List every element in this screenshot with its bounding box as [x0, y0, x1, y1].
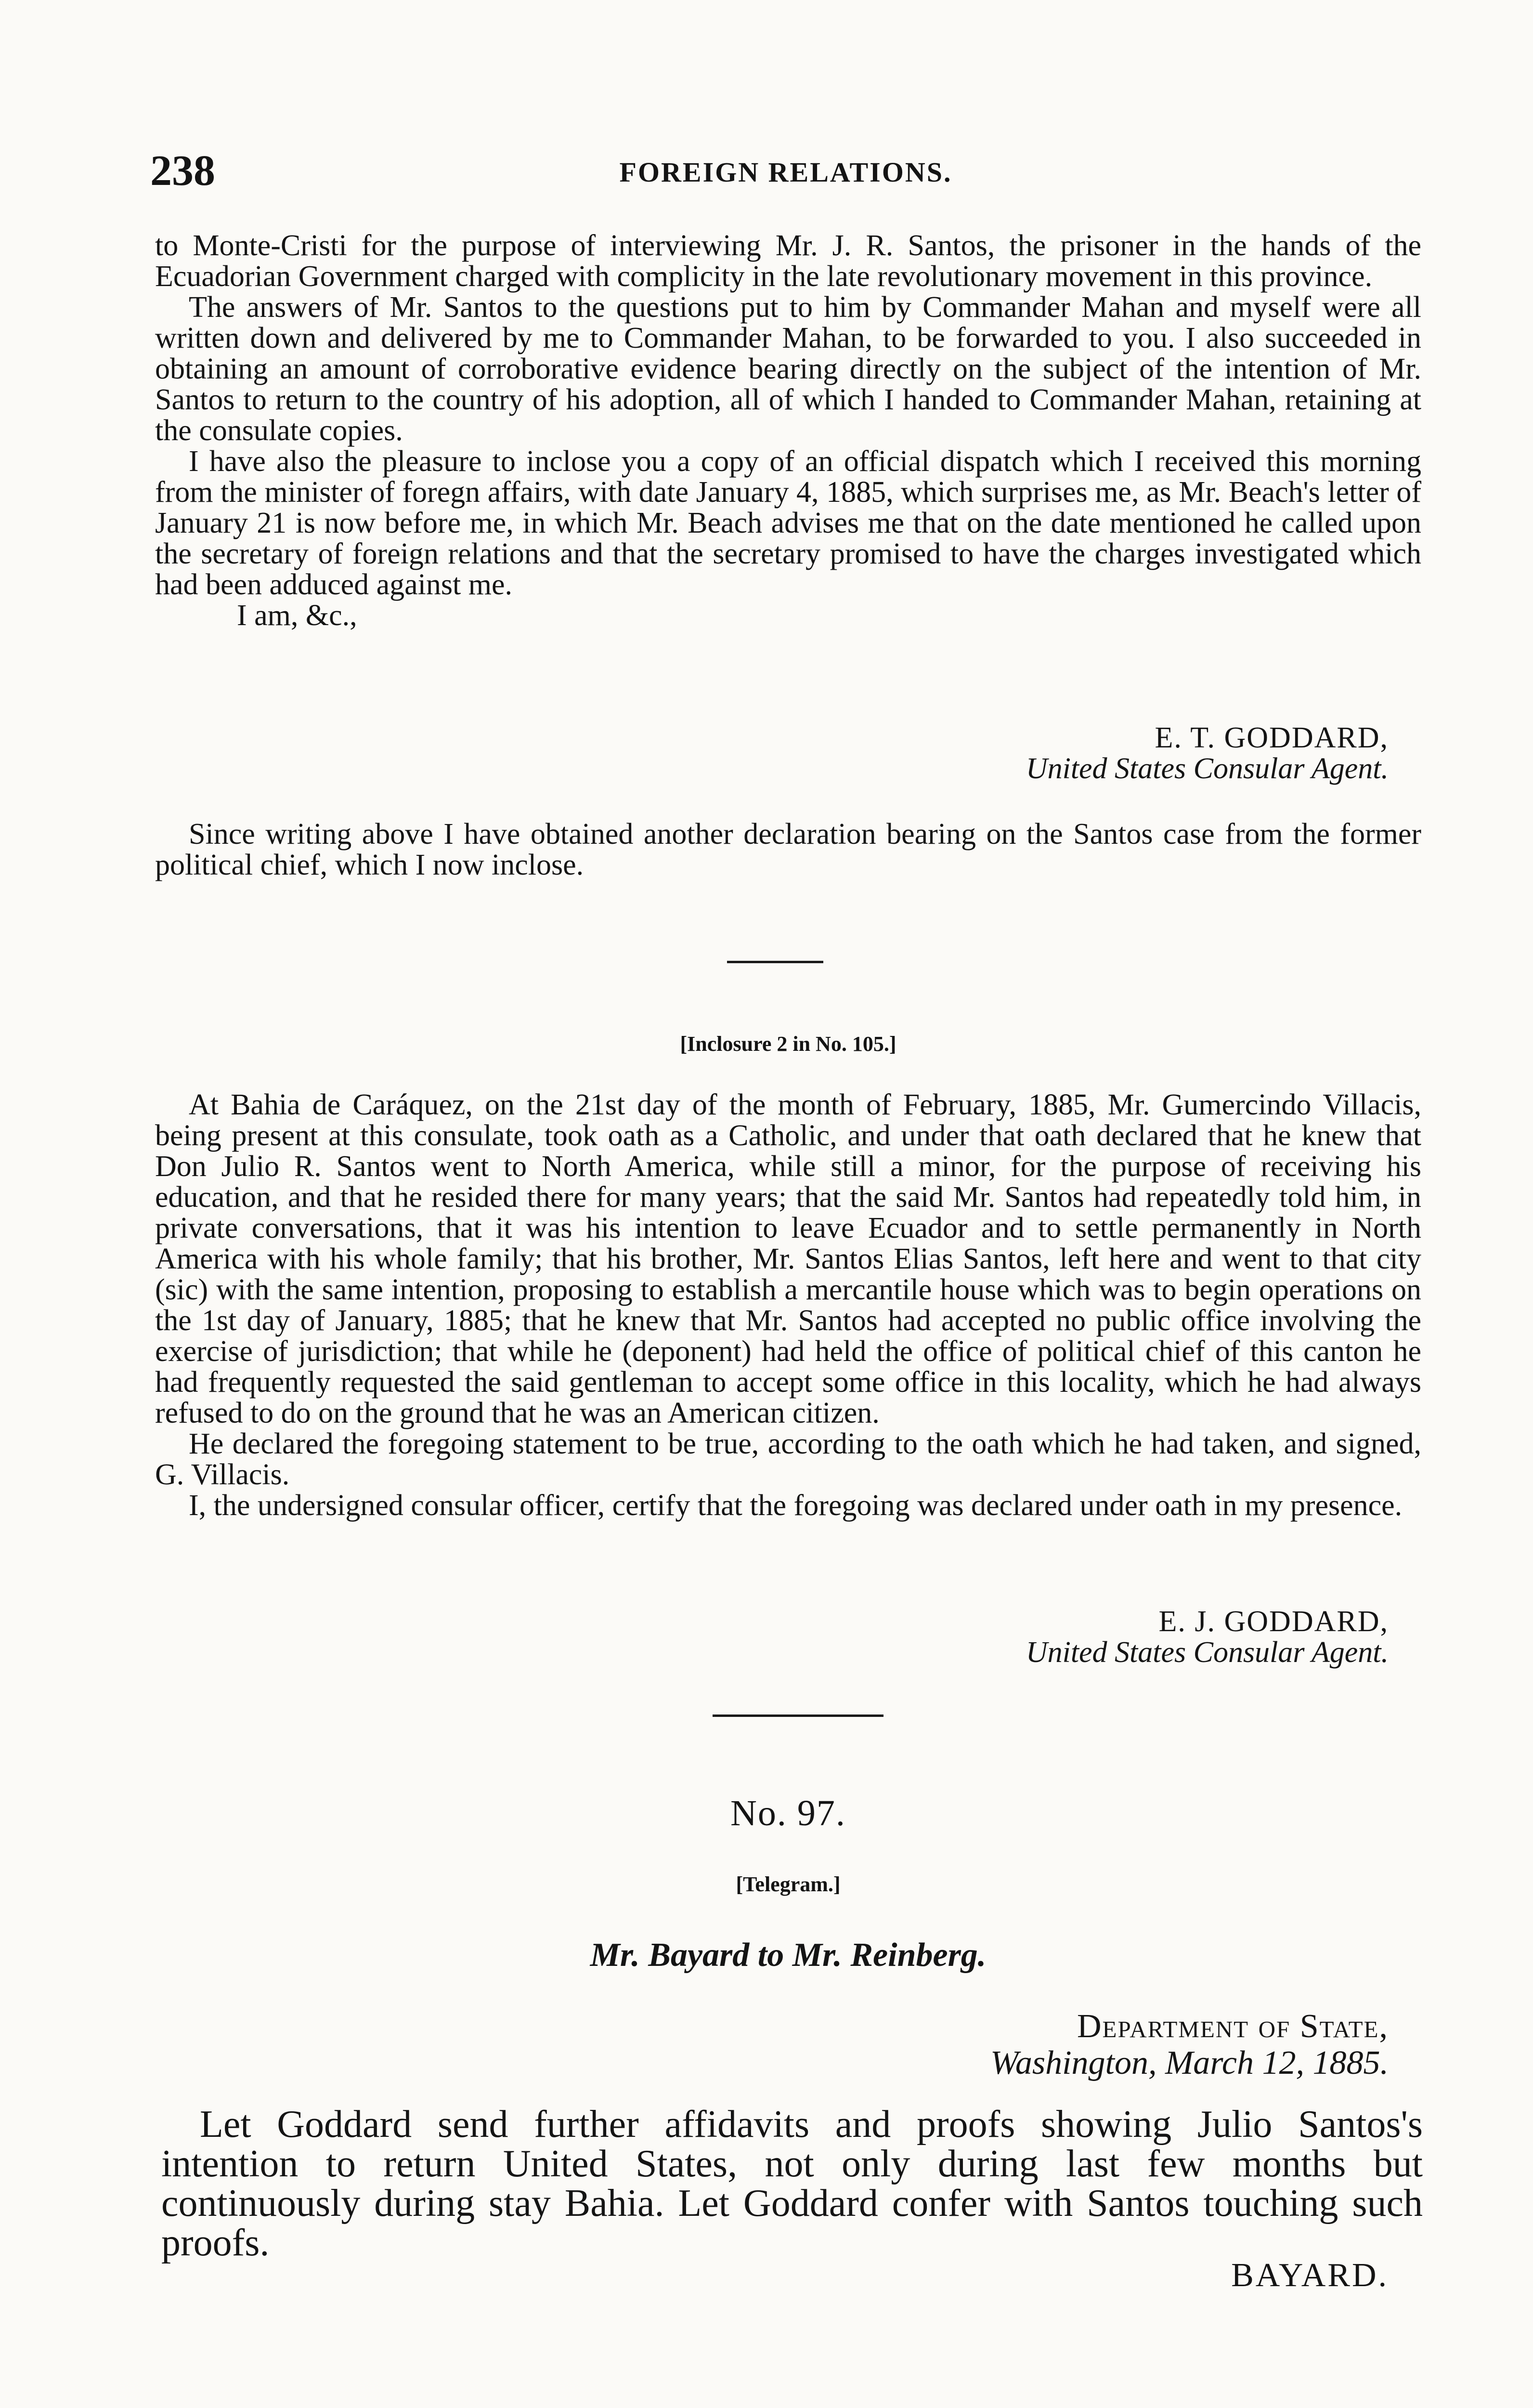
signature-name: E. T. GODDARD,: [1155, 721, 1389, 754]
letter-body: [155, 230, 1421, 631]
letter-closing: I am, &c.,: [237, 599, 357, 632]
document-number: No. 97.: [730, 1793, 846, 1833]
document-title: Mr. Bayard to Mr. Reinberg.: [590, 1937, 987, 1974]
signature-title: United States Consular Agent.: [1026, 1636, 1389, 1669]
letter-signature: [1026, 722, 1389, 784]
postscript-paragraph: Since writing above I have obtained another declaration bearing on the Santos case from the former political chief, which I now inclose.: [155, 818, 1421, 881]
letter-paragraph: I have also the pleasure to inclose you a copy of an official dispatch which I received this morning from the minister of foregn affairs, with date January 4, 1885, which surprises me, as Mr. Beach's letter of January 21 is now before me, in which Mr. Beach advises me that on the date mentioned he called upon the secretary of foreign relations and that the secretary promised to have the charges investigated which had been adduced against me.: [155, 445, 1421, 601]
telegram-label: [Telegram.]: [736, 1872, 841, 1896]
inclosure-paragraph: He declared the foregoing statement to be true, according to the oath which he had taken, and signed, G. Villacis.: [155, 1427, 1421, 1491]
inclosure-paragraph: I, the undersigned consular officer, certify that the foregoing was declared under oath in my presence.: [189, 1489, 1403, 1522]
telegram-body: Let Goddard send further affidavits and proofs showing Julio Santos's intention to return United States, not only during last few months but continuously during stay Bahia. Let Goddard confer with Santos touching such proofs.: [161, 2103, 1423, 2264]
inclosure-label: [Inclosure 2 in No. 105.]: [680, 1032, 896, 1056]
dateline-block: [990, 2008, 1389, 2081]
page-number: 238: [150, 147, 215, 195]
telegram-signature: BAYARD.: [1231, 2257, 1389, 2294]
inclosure-signature: [1026, 1606, 1389, 1668]
signature-name: E. J. GODDARD,: [1158, 1605, 1389, 1638]
dateline: Washington, March 12, 1885.: [990, 2044, 1389, 2081]
section-divider: [713, 1714, 883, 1717]
inclosure-body: [155, 1089, 1421, 1521]
department-name: Department of State,: [1077, 2008, 1389, 2045]
signature-title: United States Consular Agent.: [1026, 752, 1389, 785]
letter-paragraph: to Monte-Cristi for the purpose of interviewing Mr. J. R. Santos, the prisoner in the hands of the Ecuadorian Government charged with complicity in the late revolutionary movement in this province.: [155, 229, 1421, 293]
section-divider: [727, 961, 823, 963]
page-header: [150, 144, 1421, 197]
postscript: [155, 819, 1421, 880]
inclosure-paragraph: At Bahia de Caráquez, on the 21st day of the month of February, 1885, Mr. Gumercindo Villacis, being present at this consulate, took oath as a Catholic, and under that oath declared that he knew that Don Julio R. Santos went to North America, while still a minor, for the purpose of receiving his education, and that he resided there for many years; that the said Mr. Santos had repeatedly told him, in private conversations, that it was his intention to leave Ecuador and to settle permanently in North America with his whole family; that his brother, Mr. Santos Elias Santos, left here and went to that city (sic) with the same intention, proposing to establish a mercantile house which was to begin operations on the 1st day of January, 1885; that he knew that Mr. Santos had accepted no public office involving the exercise of jurisdiction; that while he (deponent) had held the office of political chief of this canton he had frequently requested the said gentleman to accept some office in this locality, which he had always refused to do on the ground that he was an American citizen.: [155, 1088, 1421, 1429]
letter-paragraph: The answers of Mr. Santos to the questions put to him by Commander Mahan and myself were all written down and delivered by me to Commander Mahan, to be forwarded to you. I also succeeded in obtaining an amount of corroborative evidence bearing directly on the subject of the intention of Mr. Santos to return to the country of his adoption, all of which I handed to Commander Mahan, retaining at the consulate copies.: [155, 291, 1421, 447]
running-head: FOREIGN RELATIONS.: [619, 157, 952, 188]
